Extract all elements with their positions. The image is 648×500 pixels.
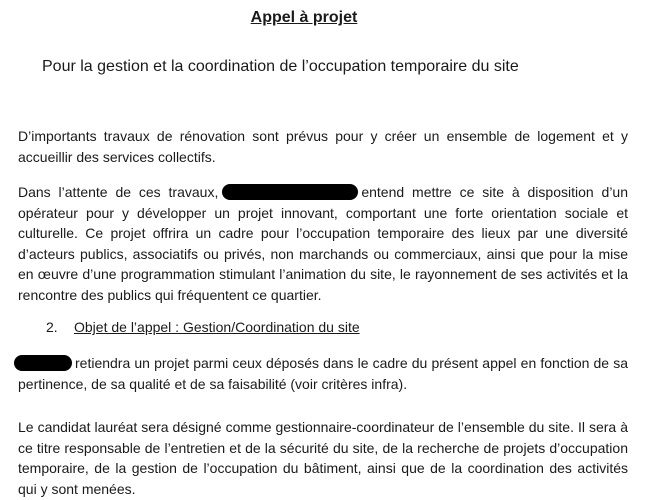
section-title: Objet de l’appel : Gestion/Coordination du site [74,319,360,335]
redacted-organization-name [14,355,72,371]
paragraph-project-context [18,182,628,305]
paragraph-selection [18,353,628,394]
paragraph-text: retiendra un projet parmi ceux déposés dans le cadre du présent appel en fonction de sa pertinence, de sa qualité et de sa faisabilité (voir critères infra). [18,355,628,392]
paragraph-laureate: Le candidat lauréat sera désigné comme gestionnaire-coordinateur de l’ensemble du site. Il sera à ce titre responsable de l’entretien et de la sécurité du site, de la recherche de projets d’occupation temporaire, de la gestion de l’occupation du bâtiment, ainsi que de la coordination des activités qui y sont menées. [18,419,628,497]
section-heading [46,319,360,335]
paragraph-renovation: D’importants travaux de rénovation sont prévus pour y créer un ensemble de logement et y accueillir des services collectifs. [18,128,628,165]
paragraph-text: entend mettre ce site à disposition d’un opérateur pour y développer un projet innovant, comportant une forte orientation sociale et culturelle. Ce projet offrira un cadre pour l’occupation temporaire des lieux par une diversité d’acteurs publics, associatifs ou privés, non marchands ou commerciaux, ainsi que pour la mise en œuvre d’une programmation stimulant l’animation du site, le rayonnement de ses activités et la rencontre des publics qui fréquentent ce quartier. [18,184,629,303]
section-number: 2. [46,319,58,335]
paragraph-text: Dans l’attente de ces travaux, [18,184,219,200]
redacted-organization-name [222,184,358,200]
document-subtitle: Pour la gestion et la coordination de l’occupation temporaire du site [42,58,519,75]
document-title: Appel à projet [250,9,358,26]
